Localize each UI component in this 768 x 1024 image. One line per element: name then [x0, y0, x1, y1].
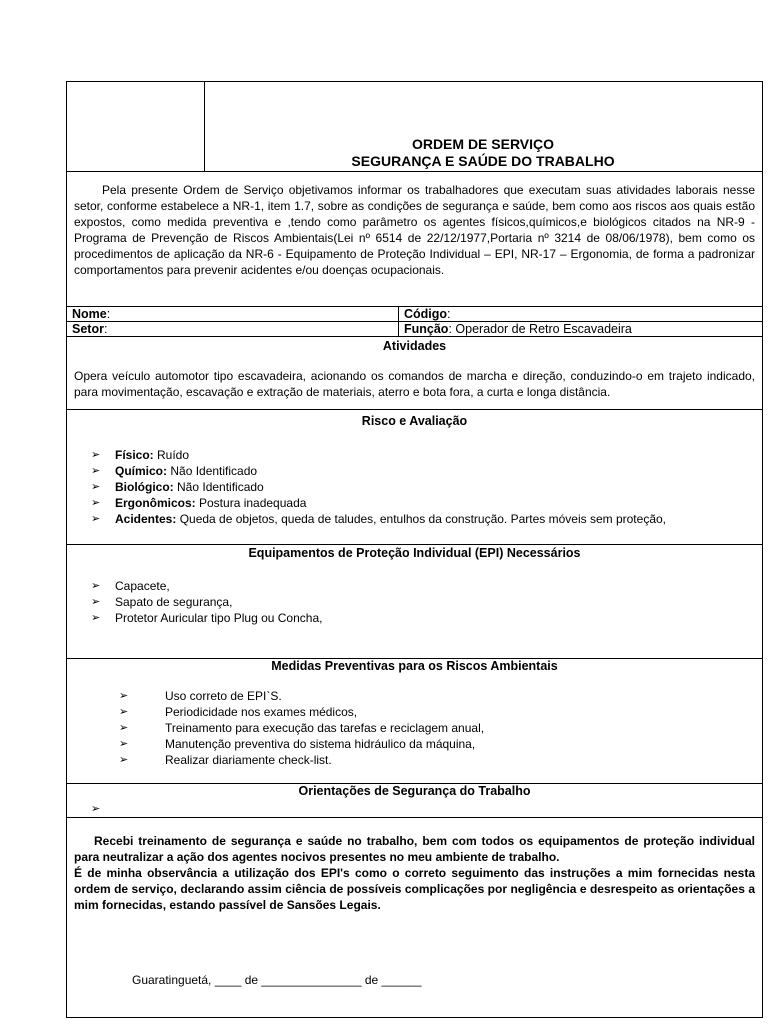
codigo-value: :	[447, 307, 451, 321]
risk-label: Físico:	[115, 448, 154, 462]
divider	[67, 544, 762, 545]
list-item	[119, 704, 484, 720]
arrow-bullet-icon: ➢	[91, 612, 101, 624]
medidas-list	[119, 688, 484, 768]
epi-item-text: Capacete,	[115, 579, 170, 593]
epi-heading: Equipamentos de Proteção Individual (EPI) Necessários	[248, 546, 581, 560]
medida-item-text: Treinamento para execução das tarefas e reciclagem anual,	[165, 721, 485, 735]
setor-field	[72, 322, 107, 336]
risk-label: Acidentes:	[115, 512, 177, 526]
medida-item-text: Uso correto de EPI`S.	[165, 689, 282, 703]
document-title	[204, 136, 762, 169]
list-item	[119, 688, 484, 704]
risk-value: Postura inadequada	[195, 496, 307, 510]
arrow-bullet-icon: ➢	[91, 497, 101, 509]
orientacoes-heading: Orientações de Segurança do Trabalho	[298, 784, 531, 798]
list-item	[91, 463, 666, 479]
risk-value: Não Identificado	[167, 464, 258, 478]
atividades-heading: Atividades	[382, 339, 447, 353]
list-item	[91, 610, 322, 626]
medidas-heading: Medidas Preventivas para os Riscos Ambientais	[271, 659, 558, 673]
list-item	[91, 511, 666, 527]
funcao-field	[404, 322, 632, 336]
risk-label: Químico:	[115, 464, 168, 478]
divider	[67, 817, 762, 818]
arrow-bullet-icon: ➢	[91, 803, 101, 815]
declaracao-paragraph-1: Recebi treinamento de segurança e saúde no trabalho, bem com todos os equipamentos de proteção individual para neutralizar a ação dos agentes nocivos presentes no meu ambiente de trabalho.	[74, 834, 755, 864]
riscos-heading: Risco e Avaliação	[361, 414, 468, 428]
divider	[67, 171, 762, 172]
risk-label: Ergonômicos:	[115, 496, 196, 510]
title-line-1: ORDEM DE SERVIÇO	[411, 136, 555, 152]
risk-value: Não Identificado	[173, 480, 264, 494]
setor-value: :	[103, 322, 108, 336]
list-item	[91, 578, 322, 594]
nome-field	[72, 307, 110, 321]
list-item	[91, 495, 666, 511]
list-item	[119, 720, 484, 736]
medida-item-text: Periodicidade nos exames médicos,	[165, 705, 358, 719]
arrow-bullet-icon: ➢	[119, 706, 129, 718]
nome-value: :	[106, 307, 111, 321]
riscos-list	[91, 447, 666, 527]
medida-item-text: Realizar diariamente check-list.	[165, 753, 332, 767]
codigo-field	[404, 307, 451, 321]
divider	[67, 409, 762, 410]
arrow-bullet-icon: ➢	[91, 513, 101, 525]
arrow-bullet-icon: ➢	[119, 690, 129, 702]
list-item	[91, 479, 666, 495]
list-item	[119, 736, 484, 752]
atividades-text: Opera veículo automotor tipo escavadeira, acionando os comandos de marcha e direção, conduzindo-o em trajeto indicado, para movimentação, escavação e extração de materiais, aterro e bota fora, a curta e longa distância.	[74, 369, 755, 399]
arrow-bullet-icon: ➢	[119, 754, 129, 766]
epi-list	[91, 578, 322, 626]
arrow-bullet-icon: ➢	[91, 580, 101, 592]
nome-label: Nome	[72, 307, 107, 321]
document-frame	[66, 81, 763, 1018]
risk-value: Ruído	[153, 448, 190, 462]
arrow-bullet-icon: ➢	[119, 738, 129, 750]
medida-item-text: Manutenção preventiva do sistema hidráulico da máquina,	[165, 737, 476, 751]
title-line-2: SEGURANÇA E SAÚDE DO TRABALHO	[351, 153, 615, 169]
intro-paragraph: Pela presente Ordem de Serviço objetivamos informar os trabalhadores que executam suas atividades laborais nesse setor, conforme estabelece a NR-1, item 1.7, sobre as condições de segurança e saúde, bem como aos riscos aos quais estão expostos, como medida preventiva e ,tendo como parâmetro os agentes físicos,químicos,e biológicos citados na NR-9 - Programa de Prevenção de Riscos Ambientais(Lei nº 6514 de 22/12/1977,Portaria nº 3214 de 08/06/1978), bem como os procedimentos de aplicação da NR-6 - Equipamento de Proteção Individual – EPI, NR-17 – Ergonomia, de forma a padronizar comportamentos para prevenir acidentes e/ou doenças ocupacionais.	[74, 183, 755, 277]
risk-label: Biológico:	[115, 480, 174, 494]
arrow-bullet-icon: ➢	[91, 481, 101, 493]
list-item	[91, 447, 666, 463]
arrow-bullet-icon: ➢	[91, 449, 101, 461]
date-signature-line: Guaratinguetá, ____ de _______________ de ______	[132, 973, 422, 987]
arrow-bullet-icon: ➢	[91, 596, 101, 608]
declaracao-paragraph-2: É de minha observância a utilização dos EPI's como o correto seguimento das instruções a mim fornecidas nesta ordem de serviço, declarando assim ciência de possíveis complicações por negligência e desrespeito as orientações a mim fornecidas, estando passível de Sansões Legais.	[74, 866, 755, 912]
epi-item-text: Protetor Auricular tipo Plug ou Concha,	[115, 611, 323, 625]
list-item	[119, 752, 484, 768]
funcao-value: : Operador de Retro Escavadeira	[448, 322, 632, 336]
epi-item-text: Sapato de segurança,	[115, 595, 233, 609]
setor-label: Setor	[72, 322, 104, 336]
funcao-label: Função	[404, 322, 449, 336]
arrow-bullet-icon: ➢	[119, 722, 129, 734]
arrow-bullet-icon: ➢	[91, 465, 101, 477]
codigo-label: Código	[404, 307, 448, 321]
divider	[67, 336, 762, 337]
risk-value: Queda de objetos, queda de taludes, entulhos da construção. Partes móveis sem proteção,	[176, 512, 666, 526]
list-item	[91, 594, 322, 610]
